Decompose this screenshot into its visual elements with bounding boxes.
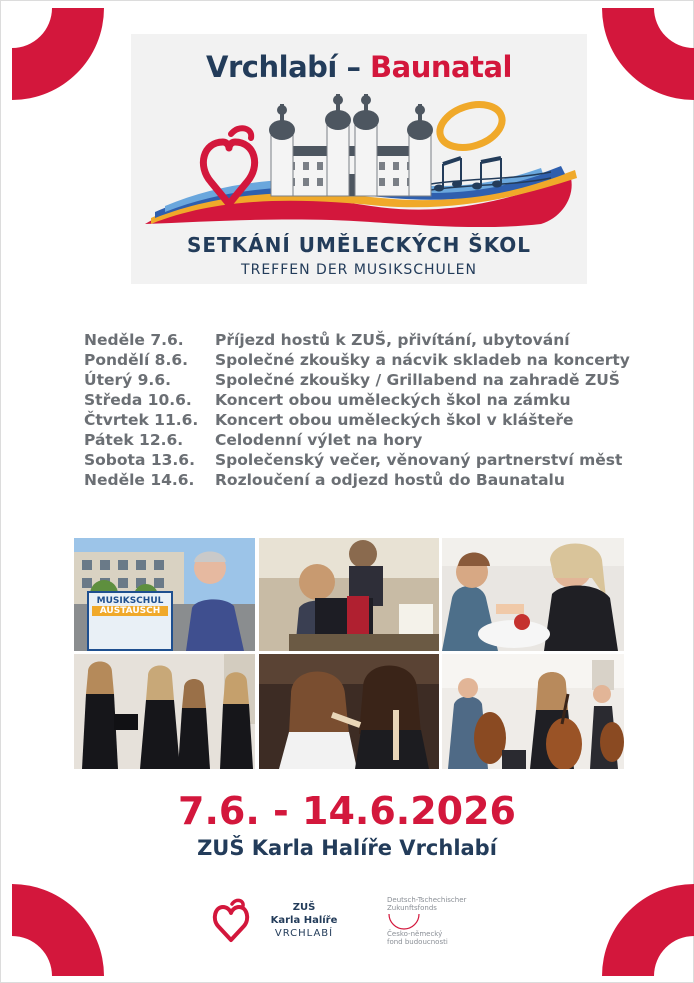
fund-name-cz-line2: fond budoucnosti bbox=[387, 938, 448, 946]
photo-sign-line1: MUSIKSCHUL bbox=[96, 596, 164, 606]
logo-subtitle-german: TREFFEN DER MUSIKSCHULEN bbox=[241, 262, 477, 278]
logo-title-baunatal: Baunatal bbox=[370, 50, 512, 84]
schedule-row bbox=[84, 390, 630, 410]
zus-logo-text bbox=[254, 901, 354, 940]
schedule-activity: Společné zkoušky / Grillabend na zahradě ZUŠ bbox=[215, 371, 620, 389]
schedule-row bbox=[84, 450, 630, 470]
photo-crafting-students bbox=[442, 538, 624, 651]
zus-logo bbox=[212, 895, 352, 945]
schedule-day: Sobota 13.6. bbox=[84, 451, 195, 469]
schedule-row bbox=[84, 430, 630, 450]
schedule-activity: Společné zkoušky a nácvik skladeb na koncerty bbox=[215, 351, 630, 369]
photo-recorder-players bbox=[259, 654, 439, 769]
schedule-activity: Koncert obou uměleckých škol na zámku bbox=[215, 391, 571, 409]
logo-title-vrchlabi: Vrchlabí bbox=[206, 50, 337, 84]
fund-arc-icon bbox=[387, 912, 421, 930]
schedule-day: Neděle 7.6. bbox=[84, 331, 184, 349]
schedule-day: Pondělí 8.6. bbox=[84, 351, 189, 369]
corner-decoration-bottom-left bbox=[12, 884, 104, 976]
corner-decoration-top-left bbox=[12, 8, 104, 100]
photo-man-with-sign bbox=[74, 538, 255, 651]
photo-sign-line2: AUSTAUSCH bbox=[92, 606, 168, 616]
photo-cello-players bbox=[442, 654, 624, 769]
schedule-day: Úterý 9.6. bbox=[84, 371, 171, 389]
schedule-list bbox=[84, 330, 630, 490]
schedule-day: Čtvrtek 11.6. bbox=[84, 411, 199, 429]
logo-title-dash: – bbox=[336, 50, 371, 84]
schedule-row bbox=[84, 410, 630, 430]
photo-accordion-player bbox=[259, 538, 439, 651]
photo-collage bbox=[74, 538, 624, 769]
corner-decoration-top-right bbox=[602, 8, 694, 100]
future-fund-logo bbox=[387, 896, 497, 952]
event-logo bbox=[131, 34, 587, 284]
schedule-activity: Celodenní výlet na hory bbox=[215, 431, 423, 449]
schedule-row bbox=[84, 470, 630, 490]
schedule-activity: Rozloučení a odjezd hostů do Baunatalu bbox=[215, 471, 565, 489]
zus-logo-line3: VRCHLABÍ bbox=[274, 928, 334, 939]
schedule-day: Středa 10.6. bbox=[84, 391, 192, 409]
schedule-row bbox=[84, 370, 630, 390]
fund-name-de-line1: Deutsch-Tschechischer bbox=[387, 896, 467, 904]
schedule-activity: Příjezd hostů k ZUŠ, přivítání, ubytování bbox=[215, 331, 570, 349]
schedule-activity: Společenský večer, věnovaný partnerství měst bbox=[215, 451, 623, 469]
zus-logo-line1: ZUŠ bbox=[292, 902, 316, 913]
schedule-row bbox=[84, 330, 630, 350]
schedule-row bbox=[84, 350, 630, 370]
event-venue: ZUŠ Karla Halíře Vrchlabí bbox=[197, 836, 497, 860]
logo-subtitle-czech: SETKÁNÍ UMĚLECKÝCH ŠKOL bbox=[186, 233, 532, 257]
photo-singing-girls bbox=[74, 654, 255, 769]
logo-title bbox=[131, 50, 587, 84]
zus-logo-line2: Karla Halíře bbox=[270, 915, 338, 926]
schedule-activity: Koncert obou uměleckých škol v klášteře bbox=[215, 411, 574, 429]
event-dates: 7.6. - 14.6.2026 bbox=[178, 789, 516, 833]
corner-decoration-bottom-right bbox=[602, 884, 694, 976]
schedule-day: Neděle 14.6. bbox=[84, 471, 195, 489]
schedule-day: Pátek 12.6. bbox=[84, 431, 184, 449]
fund-name-cz-line1: Česko-německý bbox=[387, 930, 443, 938]
fund-name-de-line2: Zukunftsfonds bbox=[387, 904, 437, 912]
heart-pin-icon bbox=[212, 895, 250, 943]
photo-sign-text bbox=[92, 596, 168, 616]
